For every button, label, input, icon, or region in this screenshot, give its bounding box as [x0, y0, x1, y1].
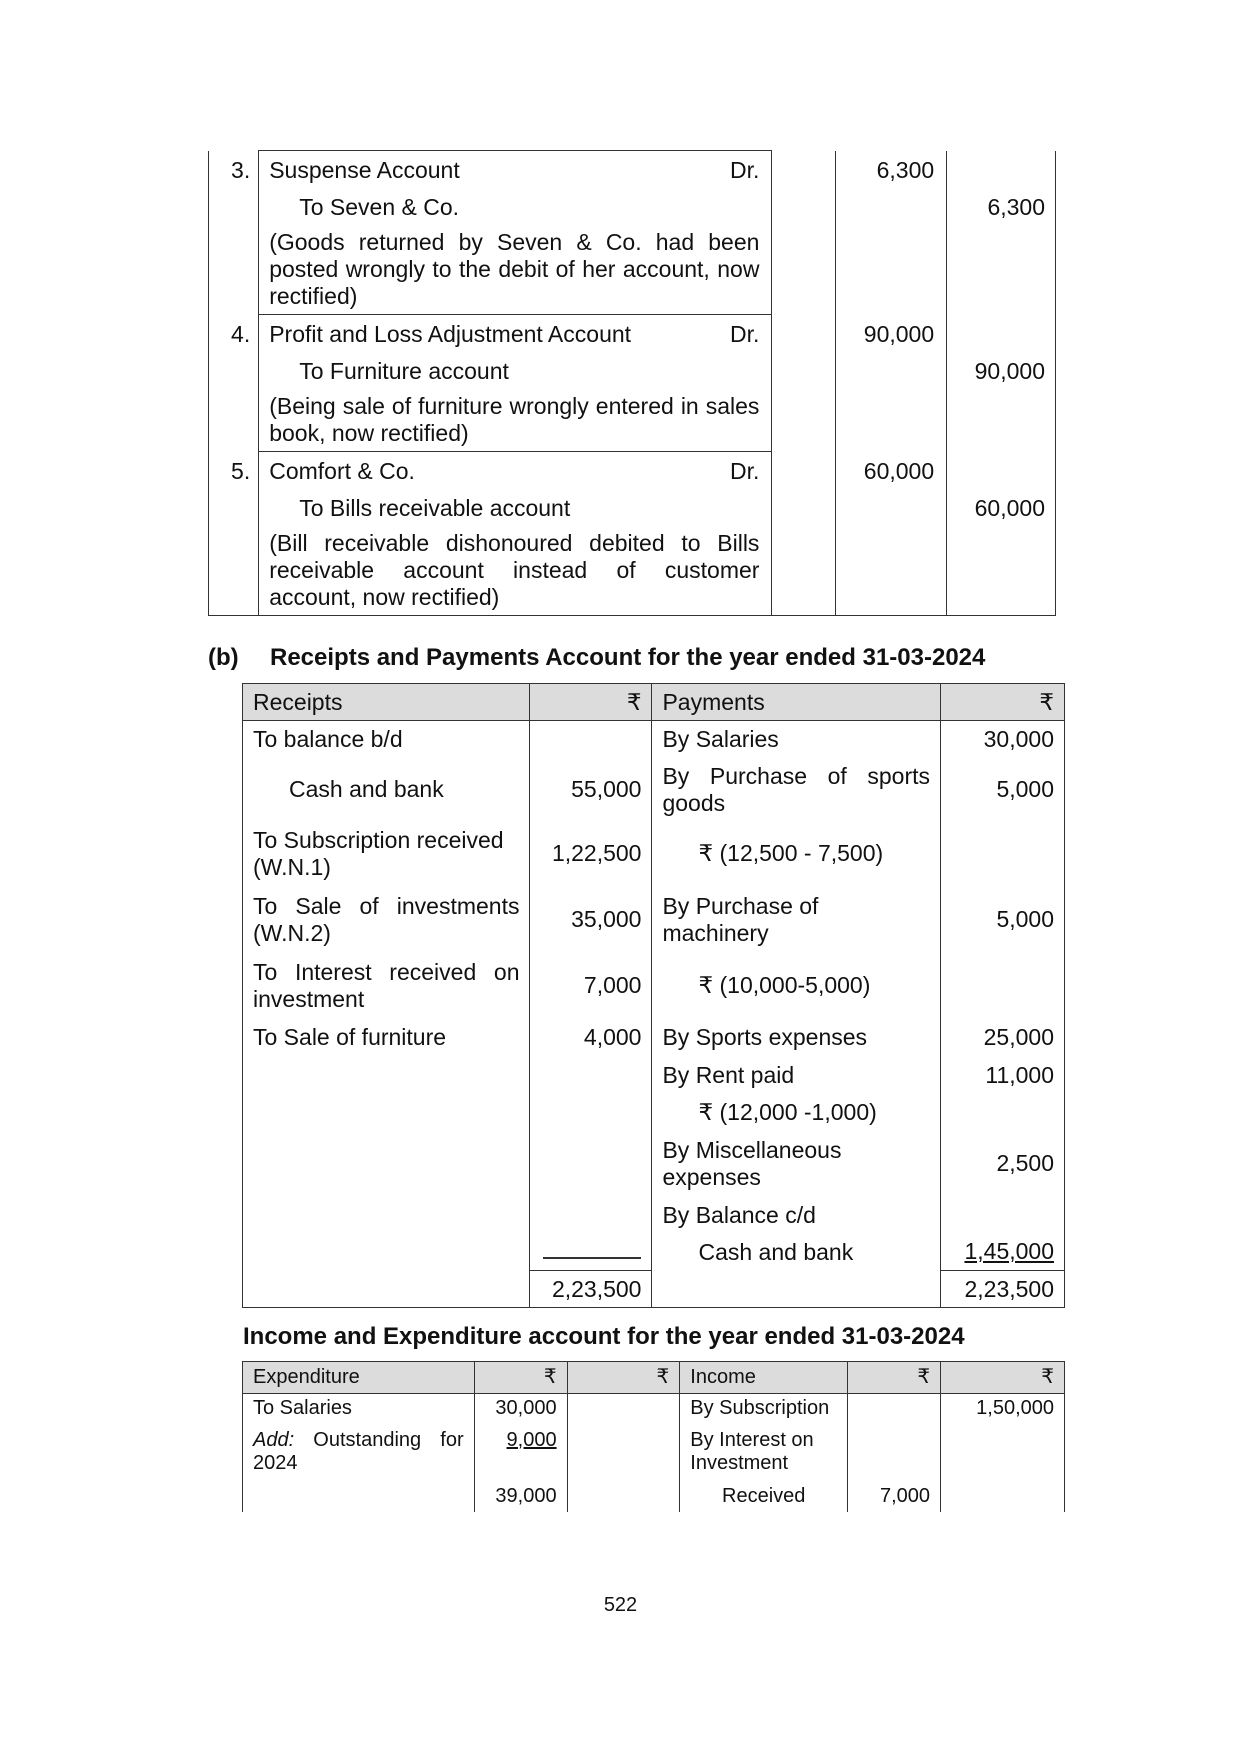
debit-account: Suspense Account: [269, 157, 460, 183]
journal-table: [208, 150, 1056, 616]
payment-item: By Miscellaneous expenses: [652, 1131, 941, 1197]
payment-item: ₹ (12,500 - 7,500): [652, 821, 941, 887]
table-row: [243, 1394, 1065, 1426]
payment-amount: 5,000: [941, 759, 1065, 821]
income-item: By Subscription: [680, 1394, 848, 1426]
receipt-amount: 4,000: [530, 1019, 652, 1057]
expenditure-amount: 30,000: [474, 1394, 567, 1426]
rp-heading: [208, 644, 985, 672]
income-total: [941, 1482, 1065, 1512]
narration: (Goods returned by Seven & Co. had been posted wrongly to the debit of her account, now rectified): [269, 229, 760, 309]
payment-amount: [941, 953, 1065, 1019]
rp-title: Receipts and Payments Account for the year ended 31-03-2024: [270, 644, 986, 671]
receipt-item: To balance b/d: [243, 721, 530, 759]
dr-label: Dr.: [730, 458, 760, 484]
payment-amount: 25,000: [941, 1019, 1065, 1057]
debit-amount: 60,000: [863, 457, 935, 484]
journal-entry: [209, 452, 1056, 616]
credit-account: To Bills receivable account: [299, 495, 571, 521]
table-row: [243, 1482, 1065, 1512]
rp-header-row: [243, 684, 1065, 721]
income-total: 1,50,000: [941, 1394, 1065, 1426]
payments-total: 2,23,500: [941, 1271, 1065, 1308]
table-row: [243, 1234, 1065, 1271]
receipt-item: To Sale of furniture: [243, 1019, 530, 1057]
payment-amount: 30,000: [941, 721, 1065, 759]
credit-account: To Furniture account: [299, 358, 509, 384]
payments-header: Payments: [652, 684, 941, 721]
receipt-amount: [530, 1057, 652, 1094]
lf-cell: [772, 315, 836, 452]
table-row: [243, 759, 1065, 821]
rupee-header: ₹: [567, 1362, 680, 1394]
payment-amount: 11,000: [941, 1057, 1065, 1094]
receipt-item: [243, 1057, 530, 1094]
payment-amount: 2,500: [941, 1131, 1065, 1197]
receipt-amount: [530, 1131, 652, 1197]
receipt-amount: [530, 1197, 652, 1234]
journal-entry: [209, 315, 1056, 452]
journal-entry: [209, 151, 1056, 315]
payment-item: By Sports expenses: [652, 1019, 941, 1057]
payment-item: By Salaries: [652, 721, 941, 759]
payment-amount: [941, 821, 1065, 887]
credit-amount: 60,000: [974, 494, 1045, 521]
payment-amount: [941, 1197, 1065, 1234]
debit-amount: 90,000: [863, 320, 935, 347]
table-row: [243, 887, 1065, 953]
entry-number: 4.: [231, 320, 251, 347]
table-row: [243, 1197, 1065, 1234]
dr-label: Dr.: [730, 157, 760, 183]
payment-item: By Purchase of machinery: [652, 887, 941, 953]
rupee-header: ₹: [474, 1362, 567, 1394]
expenditure-total: [567, 1426, 680, 1482]
receipt-item: Cash and bank: [243, 759, 530, 821]
payment-item: By Rent paid: [652, 1057, 941, 1094]
rupee-header: ₹: [848, 1362, 941, 1394]
table-row: [243, 953, 1065, 1019]
income-item: By Interest on Investment: [680, 1426, 848, 1482]
payment-item: Cash and bank: [652, 1234, 941, 1271]
receipt-item: [243, 1234, 530, 1271]
debit-account: Profit and Loss Adjustment Account: [269, 321, 632, 347]
income-amount: [848, 1426, 941, 1482]
income-amount: 7,000: [848, 1482, 941, 1512]
receipt-amount: [530, 1094, 652, 1131]
expenditure-total: [567, 1394, 680, 1426]
narration: (Being sale of furniture wrongly entered in sales book, now rectified): [269, 393, 760, 446]
receipt-item: To Sale of investments (W.N.2): [243, 887, 530, 953]
ie-header-row: [243, 1362, 1065, 1394]
table-row: [243, 1131, 1065, 1197]
entry-particulars: [259, 151, 772, 315]
expenditure-amount: 9,000: [506, 1428, 557, 1451]
entry-particulars: [259, 452, 772, 616]
totals-row: [243, 1271, 1065, 1308]
debit-account: Comfort & Co.: [269, 458, 415, 484]
receipts-payments-table: [242, 683, 1065, 1308]
part-label: (b): [208, 644, 239, 671]
entry-number: 3.: [231, 156, 251, 183]
receipts-header: Receipts: [243, 684, 530, 721]
lf-cell: [772, 151, 836, 315]
ie-title: Income and Expenditure account for the year ended 31-03-2024: [243, 1323, 965, 1350]
receipt-item: To Subscription received (W.N.1): [243, 821, 530, 887]
income-amount: [848, 1394, 941, 1426]
expenditure-item: [243, 1482, 475, 1512]
entry-number: 5.: [231, 457, 251, 484]
receipt-item: To Interest received on investment: [243, 953, 530, 1019]
expenditure-item: [243, 1426, 475, 1482]
lf-cell: [772, 452, 836, 616]
payment-amount: 5,000: [941, 887, 1065, 953]
debit-amount: 6,300: [876, 156, 935, 183]
receipt-amount: 7,000: [530, 953, 652, 1019]
rupee-header: ₹: [941, 1362, 1065, 1394]
table-row: [243, 1057, 1065, 1094]
payment-amount: [941, 1094, 1065, 1131]
payment-item: By Purchase of sports goods: [652, 759, 941, 821]
page-number: 522: [603, 1594, 638, 1616]
table-row: [243, 721, 1065, 759]
payment-amount: 1,45,000: [964, 1238, 1054, 1265]
expenditure-item: To Salaries: [243, 1394, 475, 1426]
total-rule: [543, 1257, 641, 1259]
receipt-item: [243, 1197, 530, 1234]
income-expenditure-table: [242, 1361, 1065, 1512]
rupee-header: ₹: [530, 684, 652, 721]
expenditure-amount: 39,000: [474, 1482, 567, 1512]
table-row: [243, 1426, 1065, 1482]
receipt-amount: 55,000: [530, 759, 652, 821]
income-header: Income: [680, 1362, 848, 1394]
credit-account: To Seven & Co.: [299, 194, 460, 220]
expenditure-total: [567, 1482, 680, 1512]
payment-item: By Balance c/d: [652, 1197, 941, 1234]
table-row: [243, 1019, 1065, 1057]
table-row: [243, 1094, 1065, 1131]
entry-particulars: [259, 315, 772, 452]
dr-label: Dr.: [730, 321, 760, 347]
expenditure-header: Expenditure: [243, 1362, 475, 1394]
table-row: [243, 821, 1065, 887]
receipt-amount: 35,000: [530, 887, 652, 953]
receipt-amount: 1,22,500: [530, 821, 652, 887]
narration: (Bill receivable dishonoured debited to Bills receivable account instead of customer account, now rectified): [269, 530, 760, 610]
credit-amount: 90,000: [974, 357, 1045, 384]
payment-item: ₹ (12,000 -1,000): [652, 1094, 941, 1131]
income-total: [941, 1426, 1065, 1482]
receipt-item: [243, 1094, 530, 1131]
receipt-item: [243, 1131, 530, 1197]
add-label: Add:: [253, 1428, 295, 1451]
receipts-total: 2,23,500: [530, 1271, 652, 1308]
expenditure-item-text: Outstanding for 2024: [253, 1428, 464, 1474]
receipt-amount: [530, 721, 652, 759]
income-item: Received: [680, 1482, 848, 1512]
credit-amount: 6,300: [987, 193, 1045, 220]
payment-item: ₹ (10,000-5,000): [652, 953, 941, 1019]
rupee-header: ₹: [941, 684, 1065, 721]
